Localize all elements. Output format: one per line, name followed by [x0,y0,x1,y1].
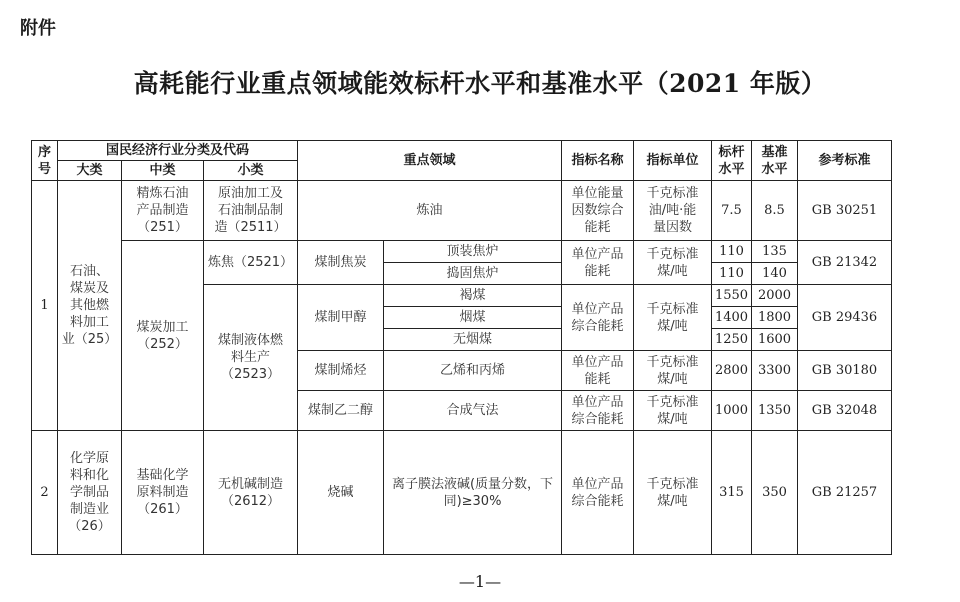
header-seq: 序 号 [32,141,58,181]
baseline-value: 3300 [752,351,798,391]
reference-standard: GB 21342 [798,241,892,285]
baseline-value: 135 [752,241,798,263]
sub-area: 合成气法 [384,391,562,431]
table-row [32,181,892,241]
indicator-name: 单位产品 综合能耗 [562,285,634,351]
medium-category: 基础化学 原料制造 （261） [122,431,204,555]
header-focus-area: 重点领域 [298,141,562,181]
benchmark-value: 7.5 [712,181,752,241]
focus-area: 煤制烯烃 [298,351,384,391]
baseline-value: 350 [752,431,798,555]
reference-standard: GB 29436 [798,285,892,351]
benchmark-value: 315 [712,431,752,555]
reference-standard: GB 30251 [798,181,892,241]
indicator-unit: 千克标准 煤/吨 [634,285,712,351]
indicator-unit: 千克标准 煤/吨 [634,391,712,431]
header-medium: 中类 [122,161,204,181]
indicator-name: 单位能量 因数综合 能耗 [562,181,634,241]
header-reference: 参考标准 [798,141,892,181]
sub-area: 捣固焦炉 [384,263,562,285]
minor-category: 原油加工及 石油制品制 造（2511） [204,181,298,241]
medium-category: 精炼石油 产品制造 （251） [122,181,204,241]
sub-area: 无烟煤 [384,329,562,351]
focus-area: 煤制乙二醇 [298,391,384,431]
medium-category: 煤炭加工 （252） [122,241,204,431]
header-industry-group: 国民经济行业分类及代码 [58,141,298,161]
sub-area: 乙烯和丙烯 [384,351,562,391]
benchmark-value: 1250 [712,329,752,351]
header-baseline: 基准 水平 [752,141,798,181]
sub-area: 烟煤 [384,307,562,329]
attachment-label: 附件 [20,18,56,39]
focus-area: 炼油 [298,181,562,241]
benchmark-value: 1550 [712,285,752,307]
major-category: 化学原 料和化 学制品 制造业 （26） [58,431,122,555]
benchmark-value: 1400 [712,307,752,329]
indicator-unit: 千克标准 煤/吨 [634,351,712,391]
reference-standard: GB 30180 [798,351,892,391]
indicator-unit: 千克标准 煤/吨 [634,241,712,285]
baseline-value: 1800 [752,307,798,329]
indicator-unit: 千克标准 油/吨·能 量因数 [634,181,712,241]
page-number: —1— [458,572,502,591]
benchmark-value: 110 [712,263,752,285]
major-category: 石油、 煤炭及 其他燃 料加工 业（25） [58,181,122,431]
header-benchmark: 标杆 水平 [712,141,752,181]
row-number: 1 [32,181,58,431]
minor-category: 无机碱制造 （2612） [204,431,298,555]
baseline-value: 2000 [752,285,798,307]
page-title: 高耗能行业重点领域能效标杆水平和基准水平（2021 年版） [133,69,827,98]
benchmark-value: 2800 [712,351,752,391]
benchmark-value: 110 [712,241,752,263]
sub-area: 褐煤 [384,285,562,307]
benchmark-value: 1000 [712,391,752,431]
header-indicator-name: 指标名称 [562,141,634,181]
baseline-value: 1600 [752,329,798,351]
header-major: 大类 [58,161,122,181]
focus-area: 煤制焦炭 [298,241,384,285]
header-row [32,141,892,161]
baseline-value: 1350 [752,391,798,431]
minor-category: 炼焦（2521） [204,241,298,285]
header-minor: 小类 [204,161,298,181]
indicator-name: 单位产品 能耗 [562,351,634,391]
focus-area: 煤制甲醇 [298,285,384,351]
row-number: 2 [32,431,58,555]
sub-area: 离子膜法液碱(质量分数，下 同)≥30% [384,431,562,555]
focus-area: 烧碱 [298,431,384,555]
reference-standard: GB 21257 [798,431,892,555]
indicator-name: 单位产品 能耗 [562,241,634,285]
reference-standard: GB 32048 [798,391,892,431]
sub-area: 顶装焦炉 [384,241,562,263]
indicator-name: 单位产品 综合能耗 [562,391,634,431]
minor-category: 煤制液体燃 料生产 （2523） [204,285,298,431]
table-row [32,431,892,555]
indicator-name: 单位产品 综合能耗 [562,431,634,555]
header-indicator-unit: 指标单位 [634,141,712,181]
baseline-value: 8.5 [752,181,798,241]
table-row [32,241,892,263]
indicator-unit: 千克标准 煤/吨 [634,431,712,555]
baseline-value: 140 [752,263,798,285]
energy-efficiency-table [31,140,892,555]
